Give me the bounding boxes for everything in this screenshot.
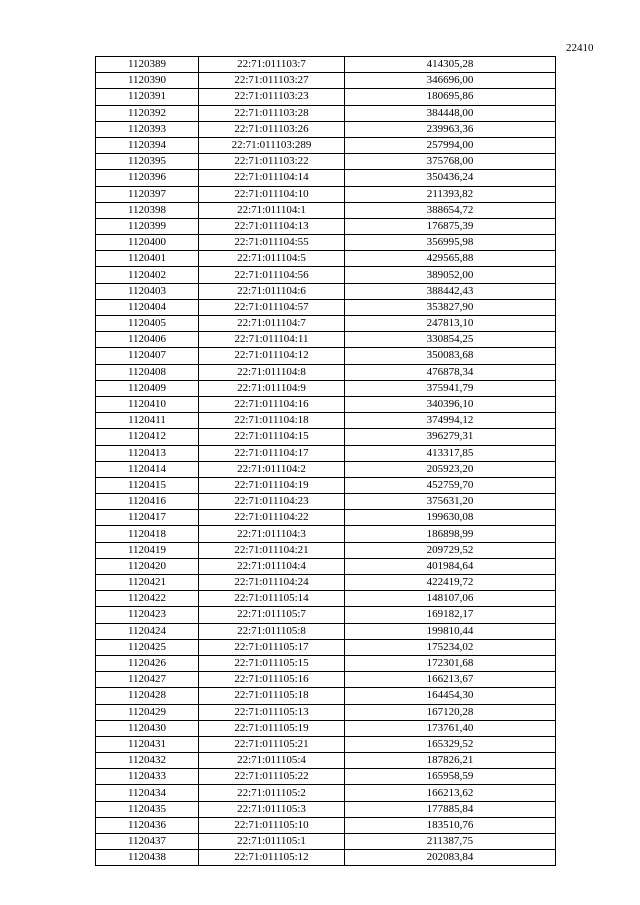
- row-number-cell: 1120401: [96, 251, 199, 267]
- row-number-cell: 1120395: [96, 154, 199, 170]
- cadastral-number-cell: 22:71:011104:56: [199, 267, 345, 283]
- table-row: [96, 105, 556, 121]
- row-number-cell: 1120430: [96, 720, 199, 736]
- cadastral-number-cell: 22:71:011104:16: [199, 396, 345, 412]
- table-row: [96, 639, 556, 655]
- table-row: [96, 817, 556, 833]
- table-row: [96, 380, 556, 396]
- row-number-cell: 1120431: [96, 736, 199, 752]
- cadastral-number-cell: 22:71:011104:15: [199, 429, 345, 445]
- value-cell: 356995,98: [345, 235, 556, 251]
- row-number-cell: 1120418: [96, 526, 199, 542]
- table-row: [96, 364, 556, 380]
- table-row: [96, 769, 556, 785]
- value-cell: 166213,67: [345, 672, 556, 688]
- table-row: [96, 720, 556, 736]
- cadastral-number-cell: 22:71:011104:57: [199, 299, 345, 315]
- cadastral-number-cell: 22:71:011104:17: [199, 445, 345, 461]
- value-cell: 401984,64: [345, 558, 556, 574]
- value-cell: 165958,59: [345, 769, 556, 785]
- cadastral-number-cell: 22:71:011105:3: [199, 801, 345, 817]
- row-number-cell: 1120425: [96, 639, 199, 655]
- cadastral-number-cell: 22:71:011105:4: [199, 753, 345, 769]
- value-cell: 388654,72: [345, 202, 556, 218]
- row-number-cell: 1120427: [96, 672, 199, 688]
- value-cell: 429565,88: [345, 251, 556, 267]
- cadastral-number-cell: 22:71:011105:7: [199, 607, 345, 623]
- table-row: [96, 801, 556, 817]
- value-cell: 187826,21: [345, 753, 556, 769]
- value-cell: 350436,24: [345, 170, 556, 186]
- table-row: [96, 510, 556, 526]
- value-cell: 205923,20: [345, 461, 556, 477]
- table-row: [96, 251, 556, 267]
- value-cell: 169182,17: [345, 607, 556, 623]
- row-number-cell: 1120429: [96, 704, 199, 720]
- row-number-cell: 1120435: [96, 801, 199, 817]
- cadastral-number-cell: 22:71:011104:13: [199, 218, 345, 234]
- value-cell: 452759,70: [345, 477, 556, 493]
- value-cell: 350083,68: [345, 348, 556, 364]
- table-row: [96, 267, 556, 283]
- cadastral-number-cell: 22:71:011104:23: [199, 494, 345, 510]
- table-row: [96, 89, 556, 105]
- cadastral-number-cell: 22:71:011103:27: [199, 73, 345, 89]
- value-cell: 257994,00: [345, 137, 556, 153]
- value-cell: 375768,00: [345, 154, 556, 170]
- cadastral-number-cell: 22:71:011104:6: [199, 283, 345, 299]
- table-row: [96, 396, 556, 412]
- cadastral-number-cell: 22:71:011103:22: [199, 154, 345, 170]
- cadastral-number-cell: 22:71:011103:23: [199, 89, 345, 105]
- table-row: [96, 186, 556, 202]
- row-number-cell: 1120426: [96, 655, 199, 671]
- table-body: [96, 57, 556, 866]
- row-number-cell: 1120408: [96, 364, 199, 380]
- cadastral-number-cell: 22:71:011103:26: [199, 121, 345, 137]
- row-number-cell: 1120416: [96, 494, 199, 510]
- row-number-cell: 1120397: [96, 186, 199, 202]
- value-cell: 148107,06: [345, 591, 556, 607]
- cadastral-number-cell: 22:71:011104:2: [199, 461, 345, 477]
- cadastral-number-cell: 22:71:011104:10: [199, 186, 345, 202]
- value-cell: 384448,00: [345, 105, 556, 121]
- table-row: [96, 445, 556, 461]
- row-number-cell: 1120433: [96, 769, 199, 785]
- table-row: [96, 299, 556, 315]
- row-number-cell: 1120407: [96, 348, 199, 364]
- table-row: [96, 202, 556, 218]
- row-number-cell: 1120437: [96, 834, 199, 850]
- cadastral-number-cell: 22:71:011104:19: [199, 477, 345, 493]
- cadastral-number-cell: 22:71:011104:21: [199, 542, 345, 558]
- table-row: [96, 785, 556, 801]
- row-number-cell: 1120421: [96, 575, 199, 591]
- table-row: [96, 623, 556, 639]
- table-row: [96, 348, 556, 364]
- cadastral-number-cell: 22:71:011105:12: [199, 850, 345, 866]
- table-row: [96, 736, 556, 752]
- cadastral-number-cell: 22:71:011105:2: [199, 785, 345, 801]
- cadastral-number-cell: 22:71:011105:13: [199, 704, 345, 720]
- row-number-cell: 1120394: [96, 137, 199, 153]
- table-row: [96, 494, 556, 510]
- row-number-cell: 1120396: [96, 170, 199, 186]
- table-row: [96, 607, 556, 623]
- value-cell: 340396,10: [345, 396, 556, 412]
- value-cell: 375631,20: [345, 494, 556, 510]
- row-number-cell: 1120436: [96, 817, 199, 833]
- row-number-cell: 1120392: [96, 105, 199, 121]
- table-row: [96, 591, 556, 607]
- value-cell: 422419,72: [345, 575, 556, 591]
- row-number-cell: 1120389: [96, 57, 199, 73]
- table-row: [96, 170, 556, 186]
- value-cell: 167120,28: [345, 704, 556, 720]
- table-row: [96, 283, 556, 299]
- table-row: [96, 753, 556, 769]
- cadastral-number-cell: 22:71:011104:7: [199, 316, 345, 332]
- value-cell: 330854,25: [345, 332, 556, 348]
- page-number: 22410: [566, 42, 594, 54]
- value-cell: 180695,86: [345, 89, 556, 105]
- value-cell: 388442,43: [345, 283, 556, 299]
- cadastral-number-cell: 22:71:011104:9: [199, 380, 345, 396]
- table-row: [96, 542, 556, 558]
- value-cell: 172301,68: [345, 655, 556, 671]
- row-number-cell: 1120399: [96, 218, 199, 234]
- row-number-cell: 1120405: [96, 316, 199, 332]
- value-cell: 177885,84: [345, 801, 556, 817]
- table-row: [96, 154, 556, 170]
- row-number-cell: 1120420: [96, 558, 199, 574]
- row-number-cell: 1120391: [96, 89, 199, 105]
- cadastral-number-cell: 22:71:011104:14: [199, 170, 345, 186]
- table-row: [96, 704, 556, 720]
- row-number-cell: 1120412: [96, 429, 199, 445]
- table-row: [96, 121, 556, 137]
- cadastral-number-cell: 22:71:011104:18: [199, 413, 345, 429]
- table-row: [96, 672, 556, 688]
- table-row: [96, 526, 556, 542]
- value-cell: 175234,02: [345, 639, 556, 655]
- value-cell: 389052,00: [345, 267, 556, 283]
- value-cell: 374994,12: [345, 413, 556, 429]
- value-cell: 173761,40: [345, 720, 556, 736]
- value-cell: 176875,39: [345, 218, 556, 234]
- value-cell: 346696,00: [345, 73, 556, 89]
- row-number-cell: 1120402: [96, 267, 199, 283]
- value-cell: 375941,79: [345, 380, 556, 396]
- row-number-cell: 1120403: [96, 283, 199, 299]
- cadastral-number-cell: 22:71:011105:22: [199, 769, 345, 785]
- cadastral-number-cell: 22:71:011104:24: [199, 575, 345, 591]
- value-cell: 239963,36: [345, 121, 556, 137]
- value-cell: 476878,34: [345, 364, 556, 380]
- value-cell: 186898,99: [345, 526, 556, 542]
- cadastral-number-cell: 22:71:011105:16: [199, 672, 345, 688]
- table-row: [96, 429, 556, 445]
- value-cell: 414305,28: [345, 57, 556, 73]
- value-cell: 199630,08: [345, 510, 556, 526]
- value-cell: 199810,44: [345, 623, 556, 639]
- cadastral-number-cell: 22:71:011103:289: [199, 137, 345, 153]
- row-number-cell: 1120409: [96, 380, 199, 396]
- table-row: [96, 137, 556, 153]
- cadastral-number-cell: 22:71:011104:5: [199, 251, 345, 267]
- row-number-cell: 1120424: [96, 623, 199, 639]
- cadastral-number-cell: 22:71:011103:28: [199, 105, 345, 121]
- table-row: [96, 218, 556, 234]
- row-number-cell: 1120393: [96, 121, 199, 137]
- cadastral-number-cell: 22:71:011103:7: [199, 57, 345, 73]
- value-cell: 413317,85: [345, 445, 556, 461]
- value-cell: 211387,75: [345, 834, 556, 850]
- data-table: [95, 56, 556, 866]
- cadastral-number-cell: 22:71:011105:17: [199, 639, 345, 655]
- table-row: [96, 850, 556, 866]
- value-cell: 165329,52: [345, 736, 556, 752]
- cadastral-number-cell: 22:71:011105:18: [199, 688, 345, 704]
- row-number-cell: 1120422: [96, 591, 199, 607]
- table-row: [96, 413, 556, 429]
- value-cell: 353827,90: [345, 299, 556, 315]
- value-cell: 202083,84: [345, 850, 556, 866]
- table-row: [96, 575, 556, 591]
- value-cell: 164454,30: [345, 688, 556, 704]
- cadastral-number-cell: 22:71:011104:1: [199, 202, 345, 218]
- row-number-cell: 1120419: [96, 542, 199, 558]
- table-row: [96, 688, 556, 704]
- value-cell: 396279,31: [345, 429, 556, 445]
- value-cell: 211393,82: [345, 186, 556, 202]
- row-number-cell: 1120413: [96, 445, 199, 461]
- cadastral-number-cell: 22:71:011104:3: [199, 526, 345, 542]
- row-number-cell: 1120434: [96, 785, 199, 801]
- cadastral-number-cell: 22:71:011104:8: [199, 364, 345, 380]
- table-row: [96, 57, 556, 73]
- cadastral-number-cell: 22:71:011104:55: [199, 235, 345, 251]
- cadastral-number-cell: 22:71:011105:1: [199, 834, 345, 850]
- row-number-cell: 1120406: [96, 332, 199, 348]
- table-row: [96, 655, 556, 671]
- row-number-cell: 1120423: [96, 607, 199, 623]
- row-number-cell: 1120410: [96, 396, 199, 412]
- value-cell: 166213,62: [345, 785, 556, 801]
- value-cell: 183510,76: [345, 817, 556, 833]
- table-row: [96, 332, 556, 348]
- cadastral-number-cell: 22:71:011105:19: [199, 720, 345, 736]
- cadastral-number-cell: 22:71:011105:14: [199, 591, 345, 607]
- table-row: [96, 316, 556, 332]
- row-number-cell: 1120404: [96, 299, 199, 315]
- table-row: [96, 461, 556, 477]
- row-number-cell: 1120390: [96, 73, 199, 89]
- row-number-cell: 1120400: [96, 235, 199, 251]
- value-cell: 209729,52: [345, 542, 556, 558]
- cadastral-number-cell: 22:71:011105:8: [199, 623, 345, 639]
- cadastral-number-cell: 22:71:011104:22: [199, 510, 345, 526]
- cadastral-number-cell: 22:71:011104:12: [199, 348, 345, 364]
- row-number-cell: 1120428: [96, 688, 199, 704]
- table-row: [96, 73, 556, 89]
- cadastral-number-cell: 22:71:011105:15: [199, 655, 345, 671]
- cadastral-number-cell: 22:71:011104:4: [199, 558, 345, 574]
- value-cell: 247813,10: [345, 316, 556, 332]
- table-row: [96, 477, 556, 493]
- table-row: [96, 235, 556, 251]
- row-number-cell: 1120398: [96, 202, 199, 218]
- row-number-cell: 1120414: [96, 461, 199, 477]
- cadastral-number-cell: 22:71:011105:21: [199, 736, 345, 752]
- table-row: [96, 834, 556, 850]
- row-number-cell: 1120438: [96, 850, 199, 866]
- row-number-cell: 1120417: [96, 510, 199, 526]
- table-row: [96, 558, 556, 574]
- cadastral-number-cell: 22:71:011105:10: [199, 817, 345, 833]
- row-number-cell: 1120415: [96, 477, 199, 493]
- row-number-cell: 1120432: [96, 753, 199, 769]
- cadastral-number-cell: 22:71:011104:11: [199, 332, 345, 348]
- row-number-cell: 1120411: [96, 413, 199, 429]
